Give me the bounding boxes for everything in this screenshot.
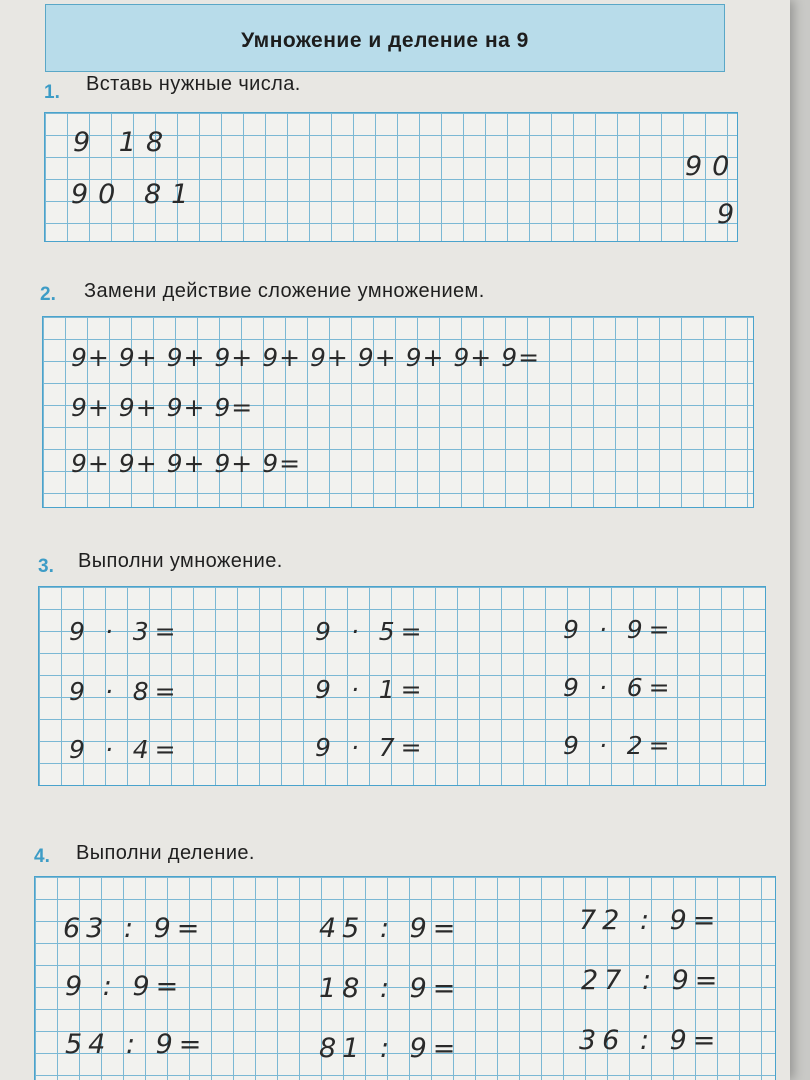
task-3-text: Выполни умножение. bbox=[78, 550, 283, 572]
task-3-number: 3. bbox=[38, 556, 54, 577]
task-2-item: 9+ 9+ 9+ 9+ 9+ 9+ 9+ 9+ 9+ 9= bbox=[71, 343, 541, 372]
task-1-item: 90 81 bbox=[71, 179, 199, 210]
task-4-item: 72 : 9= bbox=[579, 905, 722, 936]
task-4-item: 18 : 9= bbox=[319, 973, 462, 1004]
task-1-item: 9 bbox=[717, 199, 745, 230]
task-3-item: 9 · 3= bbox=[69, 617, 182, 646]
task-4-grid bbox=[34, 876, 776, 1080]
page-title: Умножение и деление на 9 bbox=[241, 29, 529, 52]
task-3-item: 9 · 4= bbox=[69, 735, 182, 764]
task-3-item: 9 · 5= bbox=[315, 617, 428, 646]
task-4-item: 36 : 9= bbox=[579, 1025, 722, 1056]
task-2-item: 9+ 9+ 9+ 9+ 9= bbox=[71, 449, 302, 478]
header-band bbox=[45, 4, 725, 72]
task-2-item: 9+ 9+ 9+ 9= bbox=[71, 393, 254, 422]
task-4-number: 4. bbox=[34, 846, 50, 867]
task-3-grid bbox=[38, 586, 766, 786]
task-4-text: Выполни деление. bbox=[76, 842, 255, 864]
task-3-item: 9 · 1= bbox=[315, 675, 428, 704]
task-4-item: 81 : 9= bbox=[319, 1033, 462, 1064]
task-3-item: 9 · 6= bbox=[563, 673, 676, 702]
task-1-grid bbox=[44, 112, 745, 242]
task-1-item: 90 bbox=[685, 151, 740, 182]
task-4-item: 63 : 9= bbox=[63, 913, 206, 944]
task-3-item: 9 · 7= bbox=[315, 733, 428, 762]
task-4-item: 27 : 9= bbox=[581, 965, 724, 996]
task-4-item: 45 : 9= bbox=[319, 913, 462, 944]
task-1-number: 1. bbox=[44, 82, 60, 103]
task-1-item: 9 18 bbox=[73, 127, 174, 158]
task-4-item: 54 : 9= bbox=[65, 1029, 208, 1060]
task-1-text: Вставь нужные числа. bbox=[86, 73, 301, 95]
task-3-item: 9 · 8= bbox=[69, 677, 182, 706]
task-2-number: 2. bbox=[40, 284, 56, 305]
task-3-item: 9 · 9= bbox=[563, 615, 676, 644]
task-2-grid bbox=[42, 316, 754, 508]
task-3-item: 9 · 2= bbox=[563, 731, 676, 760]
task-2-text: Замени действие сложение умножением. bbox=[84, 280, 485, 302]
task-4-item: 9 : 9= bbox=[65, 971, 185, 1002]
